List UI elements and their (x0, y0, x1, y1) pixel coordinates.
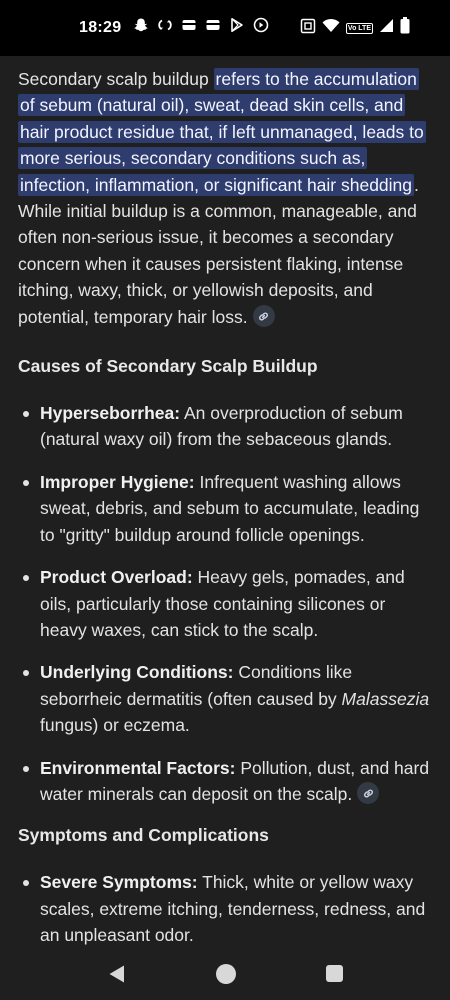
sync-icon (157, 17, 173, 38)
list-item-term: Hyperseborrhea: (40, 403, 181, 424)
list-item-term: Environmental Factors: (40, 757, 236, 778)
list-item (18, 659, 432, 738)
wallet-icon (205, 17, 221, 38)
symptoms-list (18, 869, 432, 948)
causes-list (18, 400, 432, 807)
back-icon (108, 964, 126, 984)
response-content (18, 66, 432, 965)
intro-rest: . While initial buildup is a common, manageable, and often non-serious issue, it becomes a secondary concern when it causes persistent flaking, intense itching, waxy, thick, or yellowish deposits, and potential, temporary hair loss. (18, 174, 419, 327)
home-button[interactable] (216, 964, 236, 984)
back-button[interactable] (108, 964, 126, 989)
list-item-text-2: fungus) or eczema. (40, 715, 190, 736)
list-item-term: Underlying Conditions: (40, 662, 234, 683)
recents-button[interactable] (326, 965, 343, 982)
list-item-text: Thick, white or yellow waxy scales, extreme itching, tenderness, redness, and an unpleasant odor. (40, 872, 426, 946)
source-link-button[interactable] (357, 782, 379, 804)
volte-icon (346, 23, 373, 34)
status-left (79, 17, 277, 38)
list-item-term: Product Overload: (40, 567, 193, 588)
causes-heading: Causes of Secondary Scalp Buildup (18, 356, 318, 377)
list-item-text: Pollution, dust, and hard water minerals can deposit on the scalp. (40, 757, 430, 804)
list-item (18, 564, 432, 643)
volte-label: Vo LTE (347, 24, 371, 32)
media-icon (253, 17, 269, 38)
snapchat-icon (133, 17, 149, 38)
battery-icon (400, 17, 410, 39)
status-bar (0, 0, 450, 56)
play-store-icon (229, 17, 245, 38)
link-icon (362, 787, 375, 800)
intro-paragraph (18, 66, 432, 330)
list-item-italic: Malassezia (341, 688, 430, 709)
list-item-term: Improper Hygiene: (40, 471, 195, 492)
wifi-icon (322, 18, 340, 39)
nfc-icon (300, 18, 316, 39)
list-item-text: An overproduction of sebum (natural waxy oil) from the sebaceous glands. (40, 403, 403, 450)
link-icon (257, 310, 270, 323)
signal-icon (379, 18, 394, 38)
intro-lead: Secondary scalp buildup (18, 69, 214, 89)
list-item-text: Heavy gels, pomades, and oils, particularly those containing silicones or heavy waxes, can stick to the scalp. (40, 567, 405, 640)
list-item-term: Severe Symptoms: (40, 872, 198, 893)
source-link-button[interactable] (253, 305, 275, 327)
status-time: 18:29 (79, 18, 122, 36)
wallet-icon (181, 17, 197, 38)
list-item (18, 869, 432, 948)
list-item (18, 755, 432, 808)
list-item (18, 400, 432, 453)
list-item (18, 469, 432, 548)
symptoms-heading: Symptoms and Complications (18, 825, 269, 846)
highlighted-text[interactable]: refers to the accumulation of sebum (natural oil), sweat, dead skin cells, and hair product residue that, if left unmanaged, leads to more serious, secondary conditions such as, infection, inflammation, or significant hair shedding (20, 69, 424, 195)
list-item-text: Infrequent washing allows sweat, debris, and sebum to accumulate, leading to "gritty" buildup around follicle openings. (40, 471, 420, 545)
status-right (294, 17, 410, 39)
navigation-bar (0, 950, 450, 1000)
list-item-text: Conditions like seborrheic dermatitis (often caused by (40, 662, 353, 709)
